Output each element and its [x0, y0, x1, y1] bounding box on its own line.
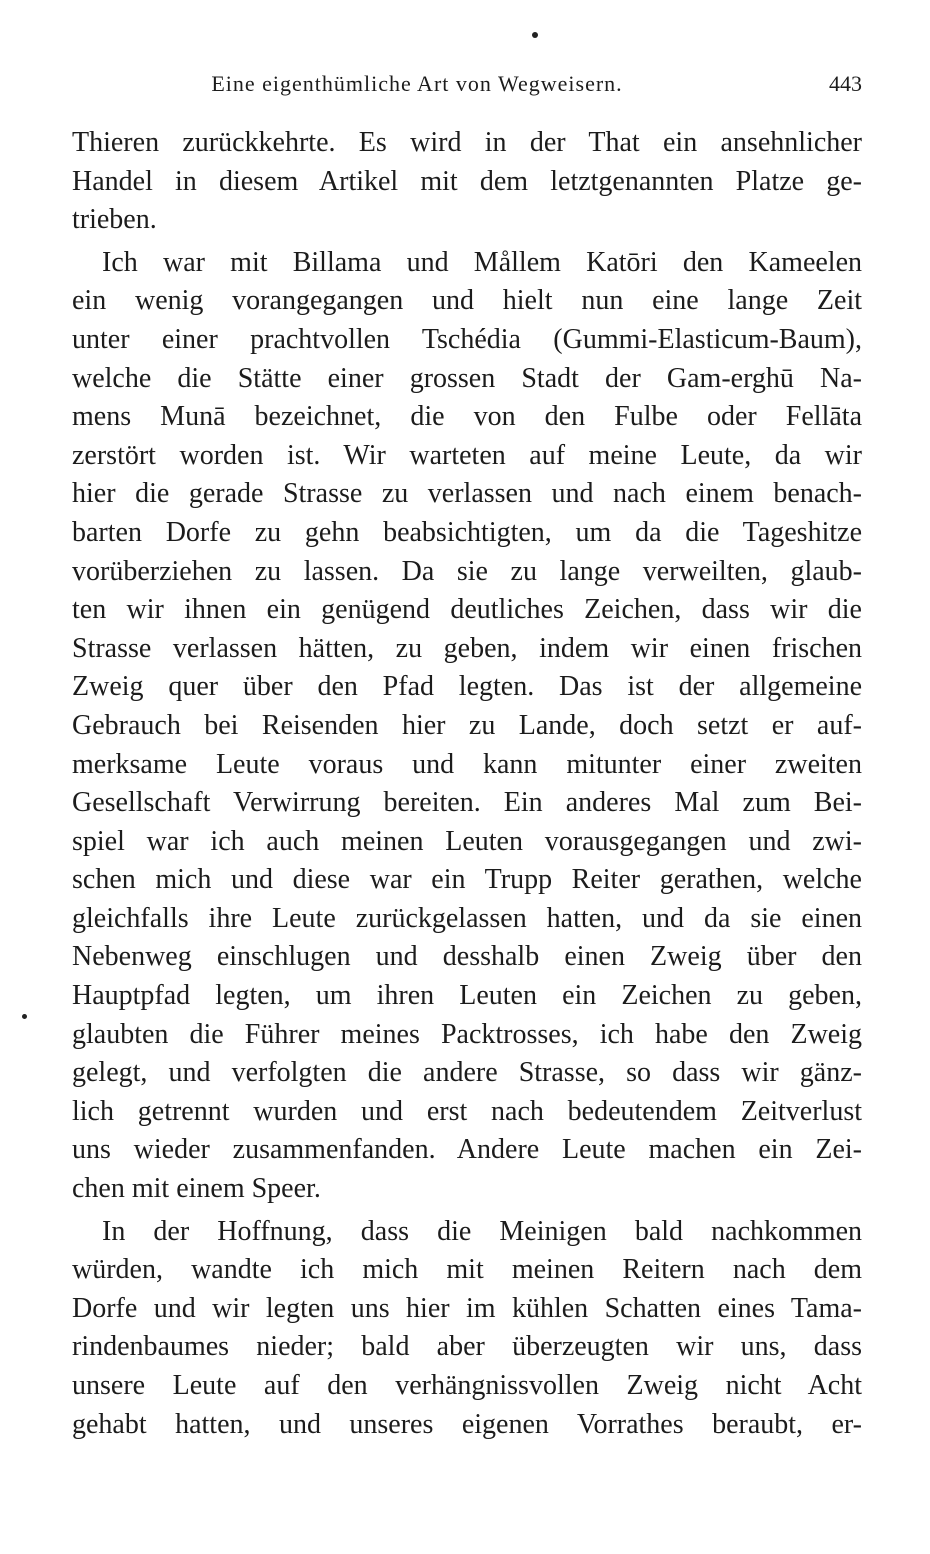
text-line: trieben.	[72, 204, 157, 236]
text-line: zerstört worden ist. Wir warteten auf meine Leute, da wir	[72, 439, 862, 471]
text-line: Ich war mit Billama und Mållem Katōri den Kameelen	[102, 246, 862, 278]
text-line: vorüberziehen zu lassen. Da sie zu lange verweilten, glaub-	[72, 555, 862, 587]
text-line: Gebrauch bei Reisenden hier zu Lande, doch setzt er auf-	[72, 709, 862, 741]
text-line: schen mich und diese war ein Trupp Reiter gerathen, welche	[72, 864, 862, 896]
text-line: Handel in diesem Artikel mit dem letztgenannten Platze ge-	[72, 165, 862, 197]
page-number: 443	[829, 71, 862, 96]
body-text	[72, 124, 862, 1444]
text-line: gelegt, und verfolgten die andere Strasse, so dass wir gänz-	[72, 1057, 862, 1089]
text-line: Thieren zurückkehrte. Es wird in der That ein ansehnlicher	[72, 127, 862, 158]
text-line: glaubten die Führer meines Packtrosses, ich habe den Zweig	[72, 1018, 862, 1050]
text-line: Dorfe und wir legten uns hier im kühlen Schatten eines Tama-	[72, 1292, 862, 1324]
text-line: gehabt hatten, und unseres eigenen Vorrathes beraubt, er-	[72, 1408, 862, 1440]
text-line: ein wenig vorangegangen und hielt nun eine lange Zeit	[72, 285, 862, 317]
text-line: In der Hoffnung, dass die Meinigen bald nachkommen	[102, 1215, 862, 1247]
text-line: Nebenweg einschlugen und desshalb einen Zweig über den	[72, 941, 862, 973]
paragraph	[72, 244, 862, 1209]
text-line: merksame Leute voraus und kann mitunter einer zweiten	[72, 748, 862, 780]
text-line: barten Dorfe zu gehn beabsichtigten, um da die Tageshitze	[72, 516, 862, 548]
paragraph	[72, 124, 862, 240]
ink-speck	[532, 32, 538, 38]
paragraph	[72, 1213, 862, 1445]
text-line: spiel war ich auch meinen Leuten vorausgegangen und zwi-	[72, 825, 862, 857]
text-line: chen mit einem Speer.	[72, 1173, 321, 1205]
text-line: Hauptpfad legten, um ihren Leuten ein Zeichen zu geben,	[72, 980, 862, 1012]
text-line: hier die gerade Strasse zu verlassen und nach einem benach-	[72, 478, 862, 510]
text-line: Zweig quer über den Pfad legten. Das ist der allgemeine	[72, 671, 862, 703]
text-line: uns wieder zusammenfanden. Andere Leute machen ein Zei-	[72, 1134, 862, 1166]
ink-speck	[22, 1014, 27, 1019]
text-line: ten wir ihnen ein genügend deutliches Zeichen, dass wir die	[72, 594, 862, 626]
text-line: unter einer prachtvollen Tschédia (Gummi-Elasticum-Baum),	[72, 323, 862, 355]
page-header	[72, 71, 862, 103]
text-line: würden, wandte ich mich mit meinen Reitern nach dem	[72, 1254, 862, 1286]
text-line: unsere Leute auf den verhängnissvollen Zweig nicht Acht	[72, 1370, 862, 1401]
text-line: gleichfalls ihre Leute zurückgelassen hatten, und da sie einen	[72, 902, 862, 934]
text-line: rindenbaumes nieder; bald aber überzeugten wir uns, dass	[72, 1331, 862, 1363]
running-title: Eine eigenthümliche Art von Wegweisern.	[211, 71, 623, 96]
text-line: mens Munā bezeichnet, die von den Fulbe oder Fellāta	[72, 401, 862, 433]
text-line: lich getrennt wurden und erst nach bedeutendem Zeitverlust	[72, 1095, 862, 1127]
text-line: Gesellschaft Verwirrung bereiten. Ein anderes Mal zum Bei-	[72, 787, 862, 819]
text-line: welche die Stätte einer grossen Stadt der Gam-erghū Na-	[72, 362, 862, 394]
text-line: Strasse verlassen hätten, zu geben, indem wir einen frischen	[72, 632, 862, 664]
